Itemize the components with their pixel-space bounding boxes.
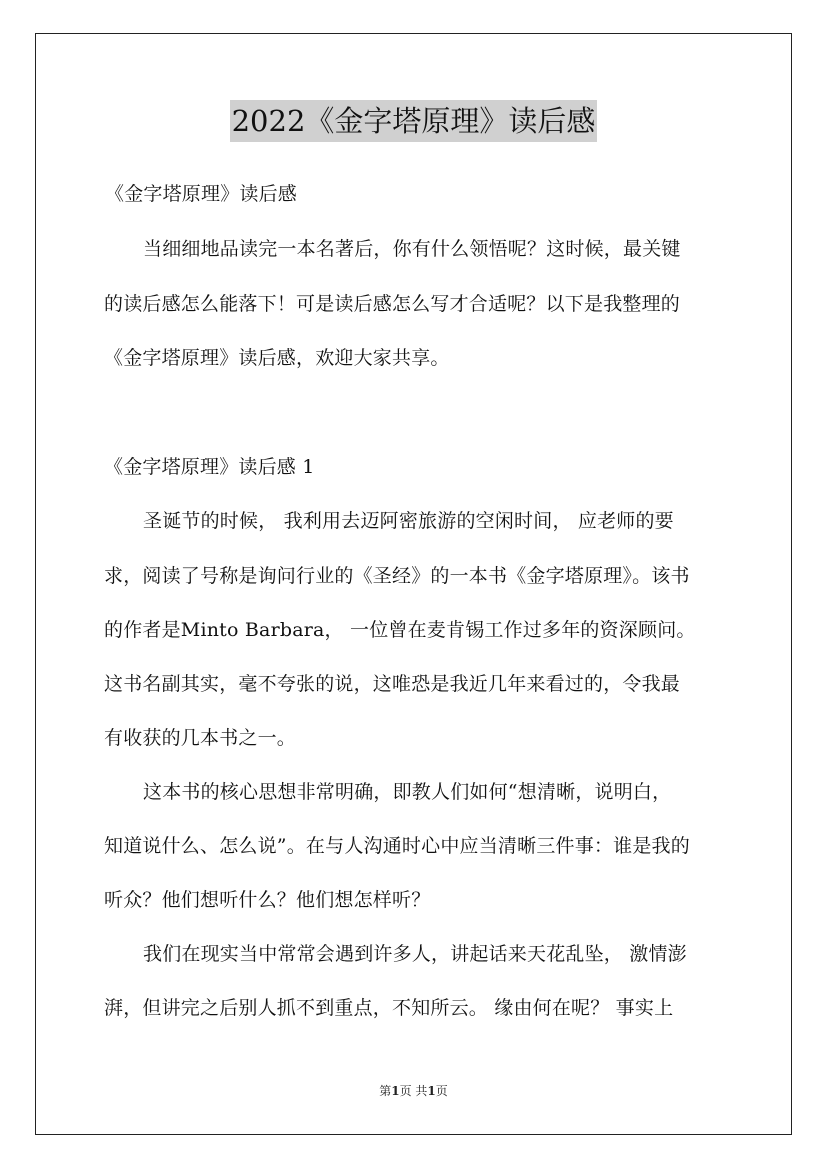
footer-suffix: 页 [435,1084,448,1098]
paragraph-line: 有收获的几本书之一。 [104,727,297,749]
footer-page-total: 1 [427,1084,436,1098]
section-heading: 《金字塔原理》读后感 [105,183,298,205]
paragraph-line: 《金字塔原理》读后感，欢迎大家共享。 [104,347,450,369]
document-title: 2022《金字塔原理》读后感 [230,100,598,142]
title-container [0,100,827,142]
paragraph-line: 当细细地品读完一本名著后，你有什么领悟呢？这时候，最关键 [143,238,681,260]
footer-mid: 页 共 [399,1084,428,1098]
footer-page-number: 1 [391,1084,400,1098]
paragraph-line: 的读后感怎么能落下！可是读后感怎么写才合适呢？以下是我整理的 [104,293,681,315]
paragraph-line: 这书名副其实，毫不夸张的说，这唯恐是我近几年来看过的，令我最 [104,673,681,695]
paragraph-line: 求，阅读了号称是询问行业的《圣经》的一本书《金字塔原理》。该书 [104,565,690,587]
footer-prefix: 第 [379,1084,392,1098]
page-footer [0,1083,827,1099]
paragraph-line: 的作者是Minto Barbara， 一位曾在麦肯锡工作过多年的资深顾问。 [104,619,696,641]
paragraph-line: 圣诞节的时候， 我利用去迈阿密旅游的空闲时间， 应老师的要 [143,510,674,532]
section-heading: 《金字塔原理》读后感 1 [104,456,315,478]
paragraph-line: 这本书的核心思想非常明确，即教人们如何“想清晰，说明白， [143,781,672,803]
paragraph-line: 湃，但讲完之后别人抓不到重点，不知所云。 缘由何在呢？ 事实上 [104,997,674,1019]
paragraph-line: 听众？他们想听什么？他们想怎样听？ [104,889,431,911]
paragraph-line: 我们在现实当中常常会遇到许多人，讲起话来天花乱坠， 激情澎 [143,943,687,965]
paragraph-line: 知道说什么、怎么说”。在与人沟通时心中应当清晰三件事：谁是我的 [104,835,690,857]
